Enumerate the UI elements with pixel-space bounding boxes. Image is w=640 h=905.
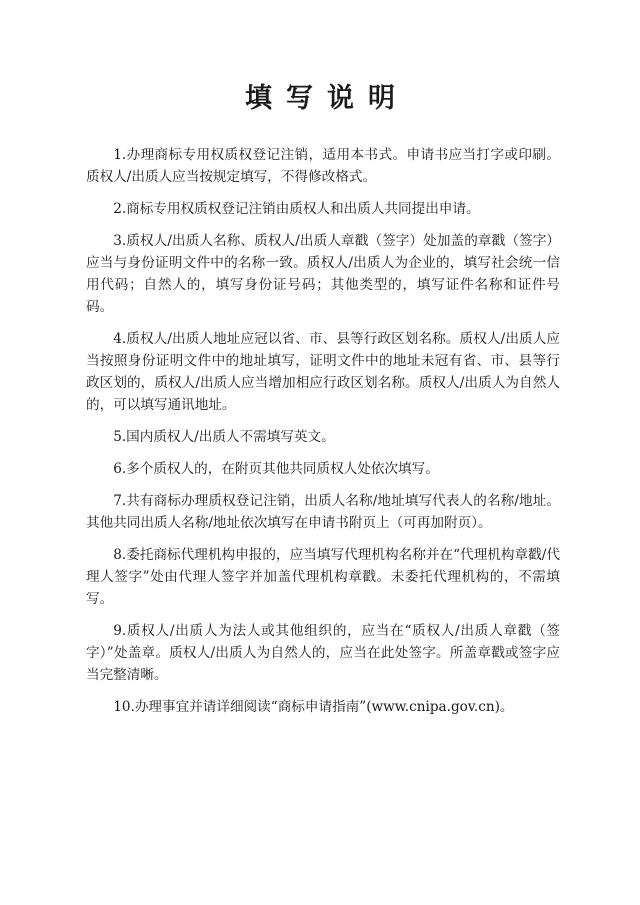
item-number: 3. [113, 233, 127, 249]
item-text: 国内质权人/出质人不需填写英文。 [126, 429, 335, 445]
item-number: 2. [113, 201, 127, 217]
item-number: 9. [113, 623, 127, 639]
instruction-item-7 [86, 490, 560, 534]
item-text: 商标专用权质权登记注销由质权人和出质人共同提出申请。 [126, 201, 480, 217]
item-text: 办理事宜并请详细阅读“商标申请指南”(www.cnipa.gov.cn)。 [134, 699, 514, 715]
instruction-item-2 [86, 198, 560, 220]
item-text: 委托商标代理机构申报的，应当填写代理机构名称并在“代理机构章戳/代理人签字”处由代理人签字并加盖代理机构章戳。未委托代理机构的，不需填写。 [86, 547, 560, 607]
instruction-item-9 [86, 620, 560, 686]
item-number: 1. [113, 147, 127, 163]
item-number: 6. [113, 461, 127, 477]
item-number: 10. [113, 699, 135, 715]
instruction-item-3 [86, 230, 560, 318]
instruction-item-5 [86, 426, 560, 448]
item-text: 质权人/出质人名称、质权人/出质人章戳（签字）处加盖的章戳（签字）应当与身份证明文件中的名称一致。质权人/出质人为企业的，填写社会统一信用代码；自然人的，填写身份证号码；其他类型的，填写证件名称和证件号码。 [86, 233, 560, 315]
instruction-item-6 [86, 458, 560, 480]
item-number: 7. [113, 493, 127, 509]
instruction-item-4 [86, 328, 560, 416]
item-text: 质权人/出质人为法人或其他组织的，应当在“质权人/出质人章戳（签字）”处盖章。质权人/出质人为自然人的，应当在此处签字。所盖章戳或签字应当完整清晰。 [86, 623, 560, 683]
instruction-item-1 [86, 144, 560, 188]
instruction-item-8 [86, 544, 560, 610]
item-number: 5. [113, 429, 127, 445]
item-text: 共有商标办理质权登记注销，出质人名称/地址填写代表人的名称/地址。其他共同出质人名称/地址依次填写在申请书附页上（可再加附页）。 [86, 493, 560, 531]
instruction-item-10 [86, 696, 560, 718]
item-number: 4. [113, 331, 127, 347]
page-title: 填写说明 [245, 83, 409, 114]
item-text: 办理商标专用权质权登记注销，适用本书式。申请书应当打字或印刷。质权人/出质人应当按规定填写，不得修改格式。 [86, 147, 560, 185]
instructions-list [86, 144, 560, 728]
item-number: 8. [113, 547, 127, 563]
item-text: 多个质权人的，在附页其他共同质权人处依次填写。 [126, 461, 439, 477]
item-text: 质权人/出质人地址应冠以省、市、县等行政区划名称。质权人/出质人应当按照身份证明文件中的地址填写，证明文件中的地址未冠有省、市、县等行政区划的，质权人/出质人应当增加相应行政区划名称。质权人/出质人为自然人的，可以填写通讯地址。 [86, 331, 560, 413]
